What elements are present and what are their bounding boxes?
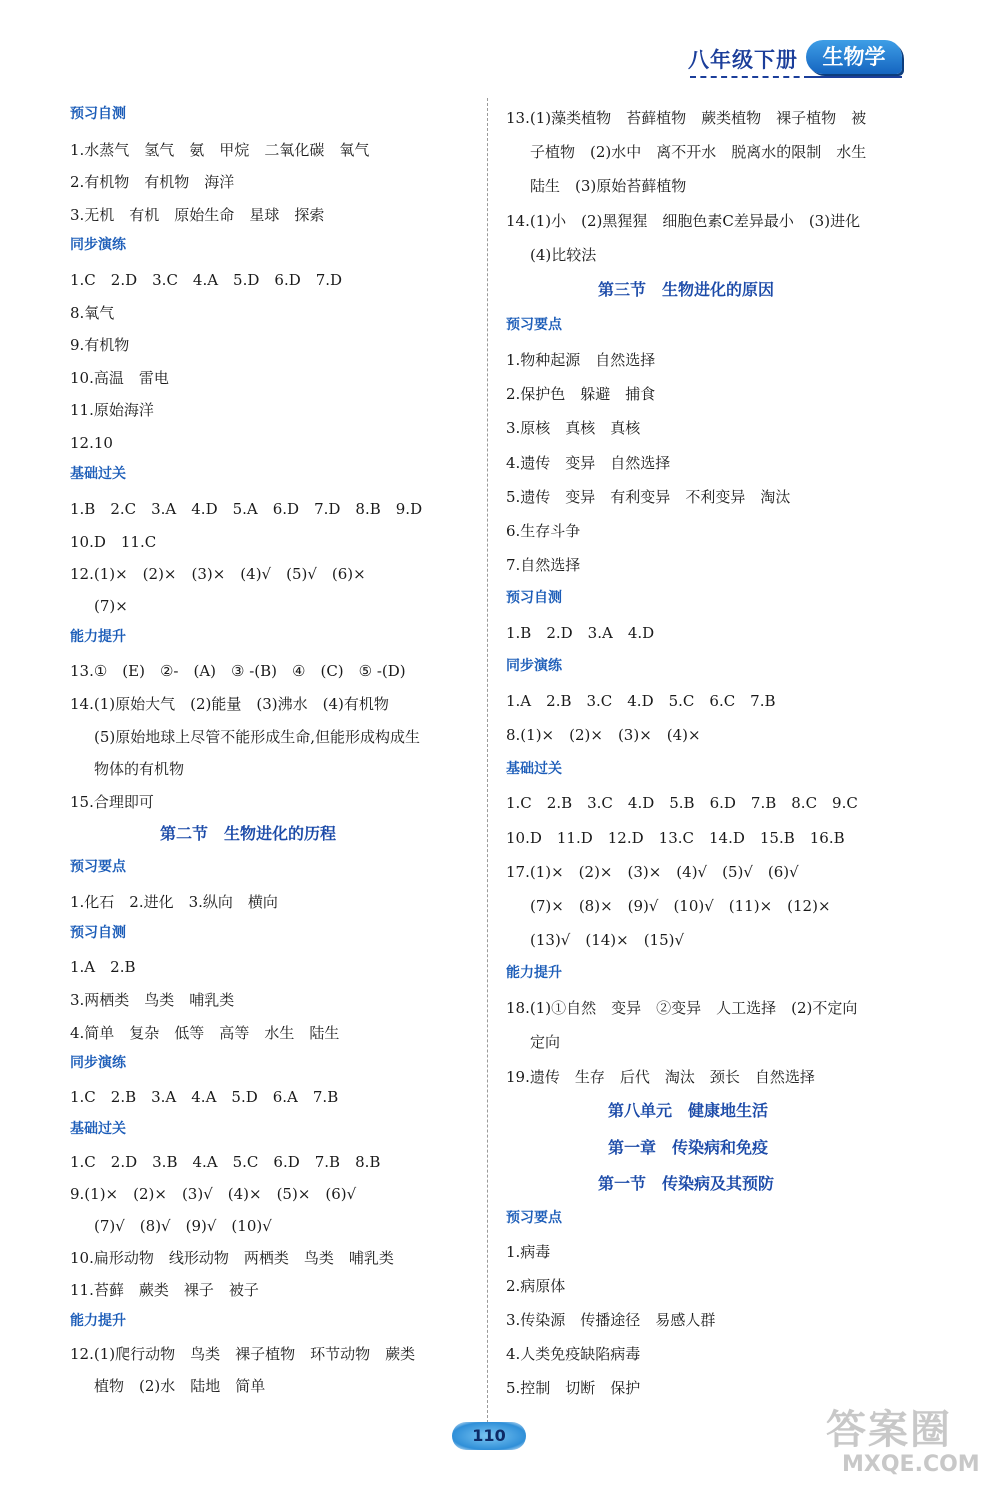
- answer-line: 10.高温 雷电: [70, 369, 169, 387]
- answer-line: 17.(1)× (2)× (3)× (4)√ (5)√ (6)√: [506, 863, 799, 881]
- answer-line: 物体的有机物: [94, 760, 185, 778]
- answer-line: 8.氧气: [70, 304, 115, 322]
- section-heading: 预习要点: [70, 859, 126, 875]
- answer-line: 19.遗传 生存 后代 淘汰 颈长 自然选择: [506, 1068, 815, 1086]
- column-divider: [487, 98, 488, 1423]
- watermark-url: MXQE.COM: [842, 1452, 980, 1477]
- section-heading: 预习自测: [506, 590, 562, 606]
- answer-line: 定向: [530, 1033, 561, 1051]
- answer-line: 植物 (2)水 陆地 简单: [94, 1377, 266, 1395]
- answer-line: 1.C 2.D 3.B 4.A 5.C 6.D 7.B 8.B: [70, 1153, 381, 1171]
- answer-line: 5.遗传 变异 有利变异 不利变异 淘汰: [506, 488, 791, 506]
- section-heading: 能力提升: [506, 965, 562, 981]
- section-heading: 能力提升: [70, 629, 126, 645]
- answer-line: 11.苔藓 蕨类 裸子 被子: [70, 1281, 259, 1299]
- answer-line: 子植物 (2)水中 离不开水 脱离水的限制 水生: [530, 143, 867, 161]
- grade-label: 八年级下册: [688, 48, 798, 72]
- answer-line: 5.控制 切断 保护: [506, 1379, 641, 1397]
- answer-line: 13.① (E) ②- (A) ③ -(B) ④ (C) ⑤ -(D): [70, 662, 406, 680]
- answer-line: 3.两栖类 鸟类 哺乳类: [70, 991, 235, 1009]
- section-heading: 能力提升: [70, 1313, 126, 1329]
- section-title: 第二节 生物进化的历程: [160, 824, 337, 843]
- answer-line: 2.保护色 躲避 捕食: [506, 385, 656, 403]
- watermark-logo: 答案圈: [826, 1407, 952, 1453]
- answer-line: (7)×: [94, 597, 128, 615]
- answer-line: 4.简单 复杂 低等 高等 水生 陆生: [70, 1024, 340, 1042]
- header-solid-rule: [810, 76, 902, 78]
- answer-line: 10.D 11.D 12.D 13.C 14.D 15.B 16.B: [506, 829, 845, 847]
- unit-title: 第八单元 健康地生活: [608, 1101, 769, 1120]
- answer-line: 1.物种起源 自然选择: [506, 351, 656, 369]
- answer-line: 1.B 2.D 3.A 4.D: [506, 624, 655, 642]
- answer-line: 14.(1)原始大气 (2)能量 (3)沸水 (4)有机物: [70, 695, 389, 713]
- answer-line: 1.C 2.B 3.C 4.D 5.B 6.D 7.B 8.C 9.C: [506, 794, 858, 812]
- answer-line: 7.自然选择: [506, 556, 581, 574]
- section-heading: 同步演练: [506, 658, 562, 674]
- answer-line: 10.D 11.C: [70, 533, 157, 551]
- answer-line: 4.人类免疫缺陷病毒: [506, 1345, 641, 1363]
- answer-line: 1.C 2.D 3.C 4.A 5.D 6.D 7.D: [70, 271, 343, 289]
- answer-line: 13.(1)藻类植物 苔藓植物 蕨类植物 裸子植物 被: [506, 109, 867, 127]
- answer-line: 1.C 2.B 3.A 4.A 5.D 6.A 7.B: [70, 1088, 339, 1106]
- section-heading: 预习要点: [506, 1210, 562, 1226]
- answer-line: 3.无机 有机 原始生命 星球 探索: [70, 206, 325, 224]
- chapter-title: 第一章 传染病和免疫: [608, 1138, 769, 1157]
- answer-line: (4)比较法: [530, 246, 597, 264]
- page-number: 110: [452, 1422, 526, 1450]
- section-heading: 同步演练: [70, 237, 126, 253]
- section-title: 第三节 生物进化的原因: [598, 280, 775, 299]
- answer-line: 12.(1)× (2)× (3)× (4)√ (5)√ (6)×: [70, 565, 366, 583]
- answer-line: (13)√ (14)× (15)√: [530, 931, 685, 949]
- answer-line: (7)√ (8)√ (9)√ (10)√: [94, 1217, 272, 1235]
- answer-line: 6.生存斗争: [506, 522, 581, 540]
- section-heading: 同步演练: [70, 1055, 126, 1071]
- section-heading: 基础过关: [506, 761, 562, 777]
- answer-line: 1.病毒: [506, 1243, 551, 1261]
- section-heading: 预习自测: [70, 106, 126, 122]
- answer-line: 8.(1)× (2)× (3)× (4)×: [506, 726, 701, 744]
- section-heading: 预习要点: [506, 317, 562, 333]
- answer-line: (7)× (8)× (9)√ (10)√ (11)× (12)×: [530, 897, 831, 915]
- answer-line: 1.水蒸气 氢气 氨 甲烷 二氧化碳 氧气: [70, 141, 370, 159]
- answer-line: 3.传染源 传播途径 易感人群: [506, 1311, 716, 1329]
- answer-line: 12.10: [70, 434, 113, 452]
- answer-line: 18.(1)①自然 变异 ②变异 人工选择 (2)不定向: [506, 999, 858, 1017]
- answer-line: 陆生 (3)原始苔藓植物: [530, 177, 687, 195]
- answer-line: 12.(1)爬行动物 鸟类 裸子植物 环节动物 蕨类: [70, 1345, 416, 1363]
- answer-line: 1.A 2.B: [70, 958, 136, 976]
- answer-line: (5)原始地球上尽管不能形成生命,但能形成构成生: [94, 728, 421, 746]
- section-heading: 预习自测: [70, 925, 126, 941]
- answer-line: 14.(1)小 (2)黑猩猩 细胞色素C差异最小 (3)进化: [506, 212, 861, 230]
- answer-line: 11.原始海洋: [70, 401, 154, 419]
- answer-line: 1.B 2.C 3.A 4.D 5.A 6.D 7.D 8.B 9.D: [70, 500, 423, 518]
- answer-line: 1.化石 2.进化 3.纵向 横向: [70, 893, 278, 911]
- answer-line: 9.(1)× (2)× (3)√ (4)× (5)× (6)√: [70, 1185, 357, 1203]
- answer-line: 2.病原体: [506, 1277, 566, 1295]
- answer-line: 15.合理即可: [70, 793, 154, 811]
- section-heading: 基础过关: [70, 466, 126, 482]
- header-dashed-rule: [690, 76, 810, 78]
- answer-line: 9.有机物: [70, 336, 130, 354]
- answer-line: 10.扁形动物 线形动物 两栖类 鸟类 哺乳类: [70, 1249, 394, 1267]
- answer-line: 3.原核 真核 真核: [506, 419, 641, 437]
- answer-line: 2.有机物 有机物 海洋: [70, 173, 235, 191]
- subject-badge: 生物学: [806, 40, 902, 74]
- section-heading: 基础过关: [70, 1121, 126, 1137]
- section-title: 第一节 传染病及其预防: [598, 1174, 775, 1193]
- answer-line: 1.A 2.B 3.C 4.D 5.C 6.C 7.B: [506, 692, 776, 710]
- answer-line: 4.遗传 变异 自然选择: [506, 454, 671, 472]
